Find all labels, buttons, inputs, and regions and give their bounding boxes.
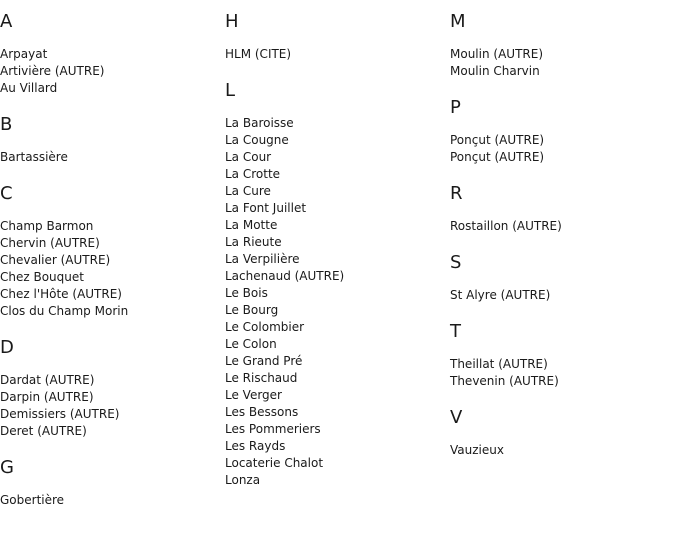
place-list [0,372,220,440]
place-link[interactable]: La Motte [225,218,278,232]
place-link[interactable]: La Cour [225,150,272,164]
letter-group [225,79,445,489]
place-link[interactable]: Lachenaud (AUTRE) [225,269,345,283]
place-link[interactable]: Lonza [225,473,261,487]
place-link[interactable]: Ponçut (AUTRE) [450,150,545,164]
place-link[interactable]: La Verpilière [225,252,300,266]
letter-heading: M [450,11,466,32]
place-link[interactable]: Les Bessons [225,405,299,419]
place-link[interactable]: Theillat (AUTRE) [450,357,548,371]
letter-heading: H [225,11,239,32]
place-list [0,46,220,97]
place-list [450,442,670,459]
letter-heading: A [0,11,13,32]
place-link[interactable]: La Cougne [225,133,289,147]
place-link[interactable]: Gobertière [0,493,65,507]
place-list [450,132,670,166]
place-link[interactable]: Le Colombier [225,320,305,334]
place-link[interactable]: St Alyre (AUTRE) [450,288,551,302]
place-link[interactable]: Le Rischaud [225,371,298,385]
place-link[interactable]: Thevenin (AUTRE) [450,374,559,388]
place-link[interactable]: Le Bourg [225,303,279,317]
index-column-2 [225,10,445,505]
letter-group [225,10,445,63]
place-link[interactable]: Dardat (AUTRE) [0,373,95,387]
letter-heading: V [450,407,463,428]
place-link[interactable]: Le Grand Pré [225,354,303,368]
place-link[interactable]: Le Verger [225,388,282,402]
place-link[interactable]: Vauzieux [450,443,504,457]
place-link[interactable]: La Baroisse [225,116,294,130]
place-link[interactable]: HLM (CITE) [225,47,292,61]
place-link[interactable]: La Rieute [225,235,282,249]
letter-group [0,182,220,320]
letter-heading: B [0,114,13,135]
letter-group [450,10,670,80]
index-column-3 [450,10,670,475]
place-link[interactable]: Chez Bouquet [0,270,84,284]
place-link[interactable]: Bartassière [0,150,68,164]
letter-group [450,320,670,390]
letter-heading: S [450,252,462,273]
letter-heading: L [225,80,236,101]
place-link[interactable]: Locaterie Chalot [225,456,324,470]
place-list [0,492,220,509]
place-link[interactable]: Clos du Champ Morin [0,304,129,318]
letter-group [0,113,220,166]
place-list [450,356,670,390]
letter-group [0,10,220,97]
place-link[interactable]: Moulin Charvin [450,64,540,78]
letter-heading: G [0,457,14,478]
place-link[interactable]: Le Bois [225,286,268,300]
letter-group [450,182,670,235]
place-link[interactable]: Arpayat [0,47,48,61]
place-link[interactable]: Chervin (AUTRE) [0,236,100,250]
place-link[interactable]: La Crotte [225,167,281,181]
place-list [225,115,445,489]
letter-group [0,336,220,440]
place-link[interactable]: Demissiers (AUTRE) [0,407,120,421]
place-link[interactable]: Champ Barmon [0,219,94,233]
place-link[interactable]: La Cure [225,184,271,198]
place-list [450,218,670,235]
letter-heading: D [0,337,14,358]
letter-group [450,406,670,459]
place-link[interactable]: La Font Juillet [225,201,307,215]
letter-heading: P [450,97,461,118]
letter-heading: T [450,321,461,342]
place-link[interactable]: Le Colon [225,337,277,351]
place-link[interactable]: Artivière (AUTRE) [0,64,105,78]
place-link[interactable]: Rostaillon (AUTRE) [450,219,562,233]
place-link[interactable]: Darpin (AUTRE) [0,390,94,404]
place-link[interactable]: Ponçut (AUTRE) [450,133,545,147]
place-list [450,46,670,80]
place-link[interactable]: Les Rayds [225,439,286,453]
letter-heading: R [450,183,463,204]
place-list [0,149,220,166]
letter-heading: C [0,183,13,204]
place-link[interactable]: Deret (AUTRE) [0,424,87,438]
place-list [225,46,445,63]
letter-group [450,96,670,166]
place-link[interactable]: Chevalier (AUTRE) [0,253,111,267]
place-list [450,287,670,304]
letter-group [450,251,670,304]
place-link[interactable]: Les Pommeriers [225,422,321,436]
index-column-1 [0,10,220,525]
place-list [0,218,220,320]
place-link[interactable]: Au Villard [0,81,58,95]
letter-group [0,456,220,509]
place-link[interactable]: Chez l'Hôte (AUTRE) [0,287,122,301]
place-link[interactable]: Moulin (AUTRE) [450,47,543,61]
